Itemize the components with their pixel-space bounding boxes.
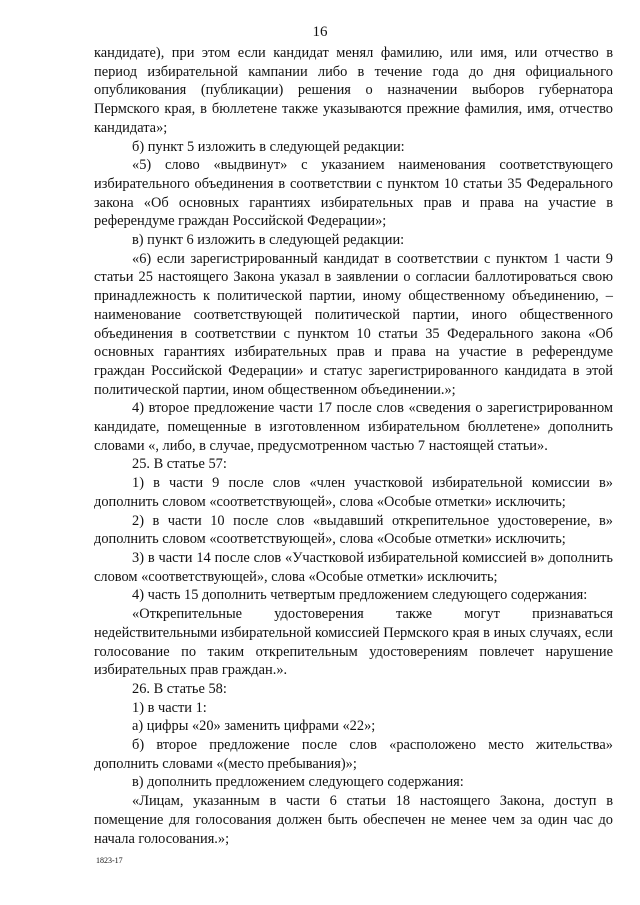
paragraph: 1) в части 9 после слов «член участковой избирательной комиссии в» дополнить словом «соответствующей», слова «Особые отметки» исключить; (94, 475, 613, 510)
paragraph: «Открепительные удостоверения также могут признаваться недействительными избирательной комиссией Пермского края в иных случаях, если голосование по таким открепительным удостоверениям повлечет нарушение избирательных прав граждан.». (94, 606, 613, 679)
paragraph: 26. В статье 58: (132, 680, 227, 697)
paragraph: «Лицам, указанным в части 6 статьи 18 настоящего Закона, доступ в помещение для голосования должен быть обеспечен не менее чем за один час до начала голосования.»; (94, 793, 613, 847)
document-code: 1823-17 (96, 856, 123, 865)
paragraph: кандидате), при этом если кандидат менял фамилию, или имя, или отчество в период избирательной кампании либо в течение года до дня официального опубликования (публикации) решения о назначении выборов губернатора Пермского края, в бюллетене также указываются прежние фамилия, имя, отчество кандидата»; (94, 45, 613, 136)
paragraph: 25. В статье 57: (132, 456, 227, 473)
paragraph: «5) слово «выдвинут» с указанием наименования соответствующего избирательного объединения в соответствии с пунктом 10 статьи 35 Федерального закона «Об основных гарантиях избирательных прав и права на участие в референдуме граждан Российской Федерации»; (94, 157, 613, 230)
paragraph: 2) в части 10 после слов «выдавший открепительное удостоверение, в» дополнить словом «соответствующей», слова «Особые отметки» исключить; (94, 512, 613, 548)
paragraph: б) второе предложение после слов «расположено место жительства» дополнить словами «(место пребывания)»; (94, 737, 613, 772)
paragraph: «6) если зарегистрированный кандидат в соответствии с пунктом 1 части 9 статьи 25 настоящего Закона указал в заявлении о согласии баллотироваться свою принадлежность к политической партии, иному общественному объединению, – наименование соответствующей политической партии, иного общественного объединения в соответствии с пунктом 10 статьи 35 Федерального закона «Об основных гарантиях избирательных прав и права на участие в референдуме граждан Российской Федерации» и статус зарегистрированного кандидата в этой политической партии, ином общественном объединении.»; (94, 250, 613, 398)
paragraph: б) пункт 5 изложить в следующей редакции: (132, 138, 405, 155)
paragraph: 4) второе предложение части 17 после слов «сведения о зарегистрированном кандидате, помещенные в изготовленном избирательном бюллетене» дополнить словами «, либо, в случае, предусмотренном частью 7 настоящей статьи». (94, 400, 613, 454)
page-number: 16 (312, 24, 328, 40)
document-body (94, 44, 613, 848)
paragraph: а) цифры «20» заменить цифрами «22»; (132, 718, 376, 735)
paragraph: 3) в части 14 после слов «Участковой избирательной комиссией в» дополнить словом «соответствующей», слова «Особые отметки» исключить; (94, 549, 613, 585)
paragraph: 1) в части 1: (132, 699, 207, 716)
paragraph: 4) часть 15 дополнить четвертым предложением следующего содержания: (132, 587, 588, 604)
paragraph: в) дополнить предложением следующего содержания: (132, 774, 464, 791)
paragraph: в) пункт 6 изложить в следующей редакции: (132, 232, 405, 249)
